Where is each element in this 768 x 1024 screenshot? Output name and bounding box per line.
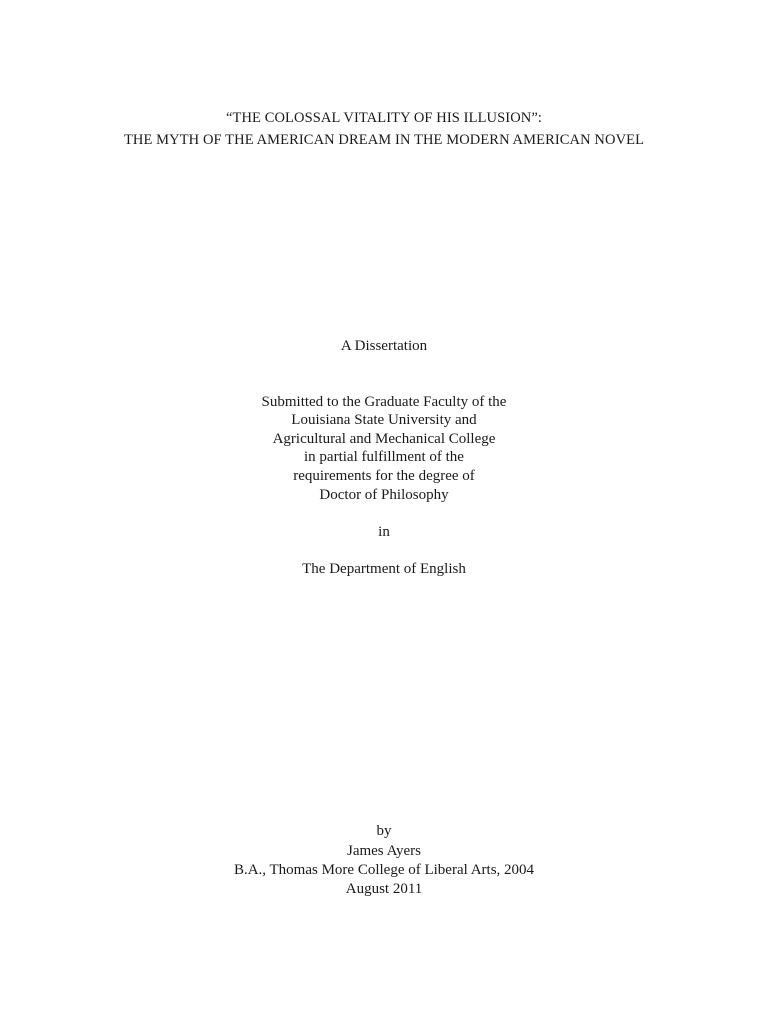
submission-line-2: Louisiana State University and: [291, 412, 477, 428]
in-word: in: [378, 524, 390, 540]
submission-line-4: in partial fulfillment of the: [304, 449, 464, 465]
title-line-2: THE MYTH OF THE AMERICAN DREAM IN THE MODERN AMERICAN NOVEL: [123, 132, 645, 148]
department: The Department of English: [302, 561, 466, 577]
submission-line-3: Agricultural and Mechanical College: [272, 431, 496, 447]
author-name: James Ayers: [346, 843, 422, 859]
submission-date: August 2011: [345, 881, 423, 897]
by-word: by: [376, 823, 392, 839]
submission-line-5: requirements for the degree of: [293, 468, 475, 484]
prior-degree: B.A., Thomas More College of Liberal Arts, 2004: [233, 862, 535, 878]
title-line-1: “THE COLOSSAL VITALITY OF HIS ILLUSION”:: [225, 110, 543, 126]
submission-line-1: Submitted to the Graduate Faculty of the: [261, 394, 507, 410]
document-type: A Dissertation: [340, 338, 428, 354]
degree-name: Doctor of Philosophy: [319, 487, 449, 503]
